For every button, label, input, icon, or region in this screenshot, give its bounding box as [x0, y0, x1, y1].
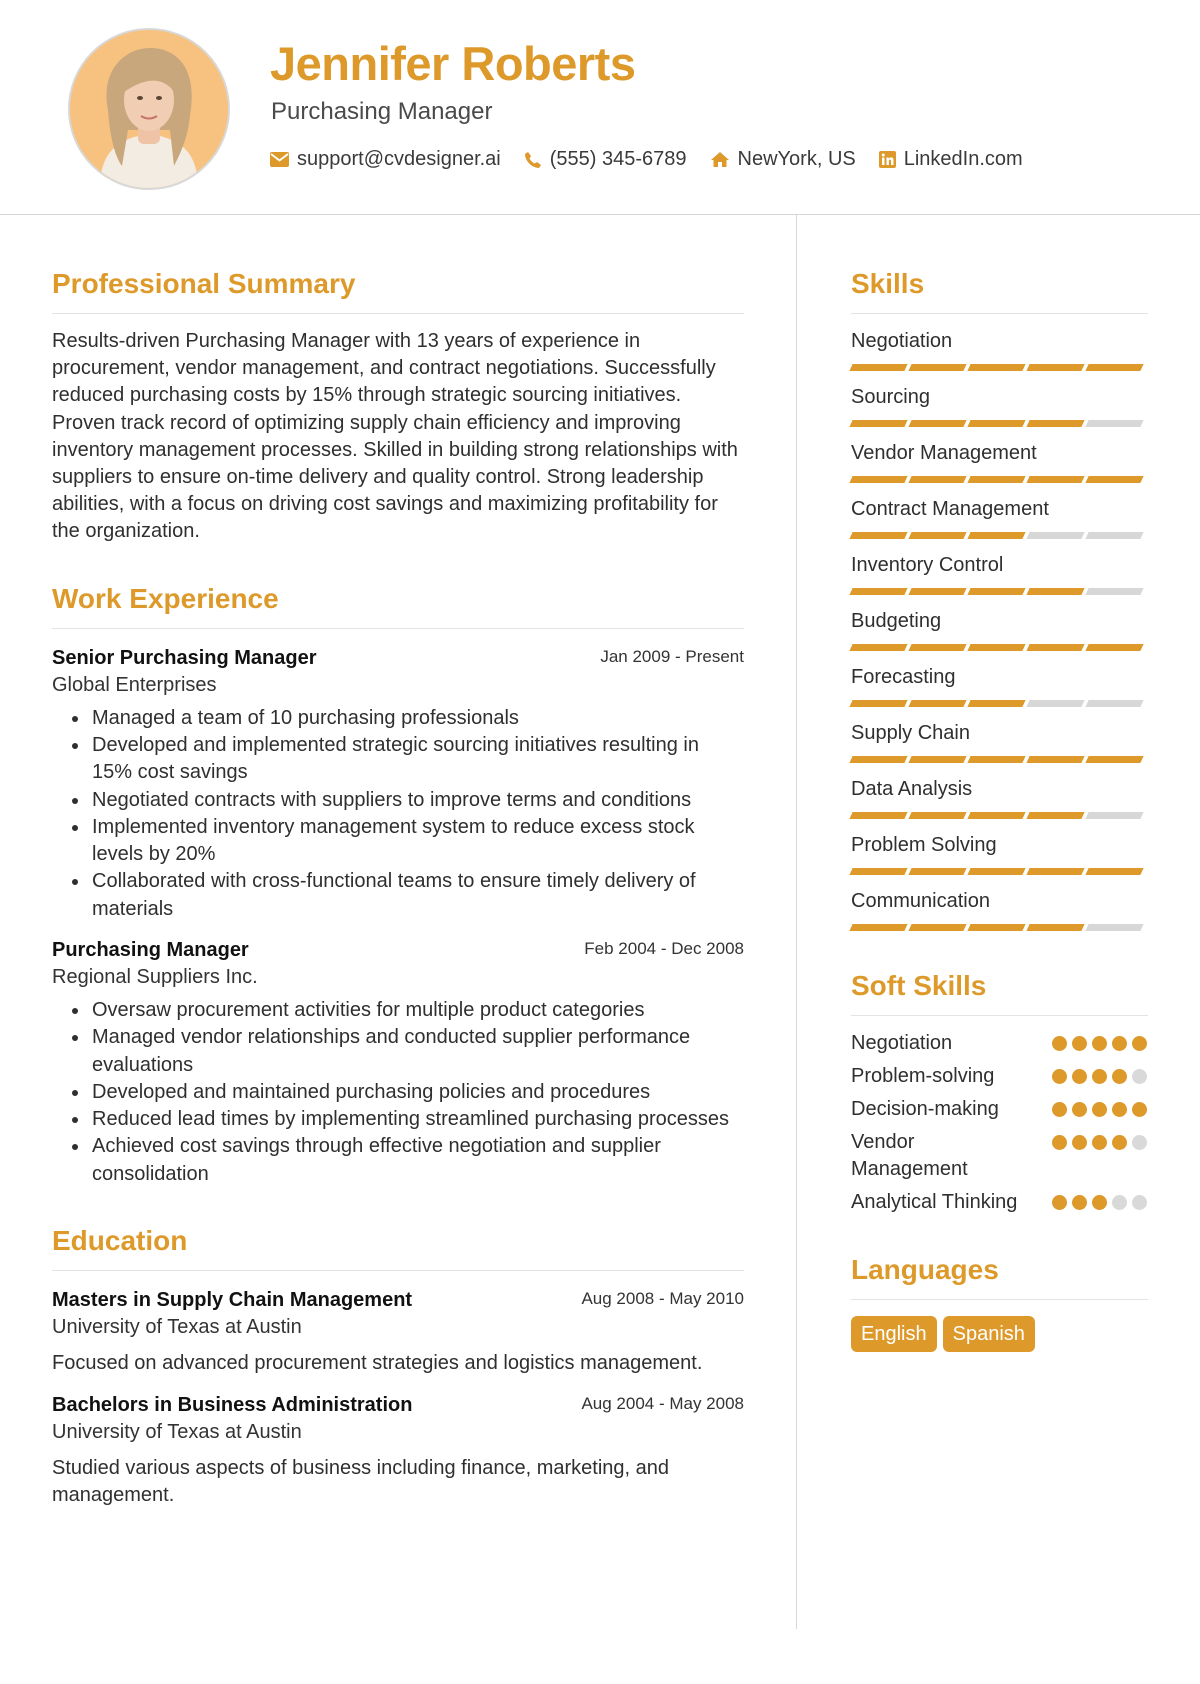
soft-skill-name: Vendor Management	[851, 1131, 968, 1180]
soft-skills-section	[851, 968, 1148, 1216]
skill-level-segment	[967, 812, 1025, 819]
skill-level-segment	[908, 644, 966, 651]
contact-phone-text: (555) 345-6789	[549, 148, 687, 170]
rating-dot	[1112, 1036, 1127, 1051]
skill-level-segment	[1026, 588, 1084, 595]
envelope-icon	[270, 152, 289, 167]
skill-level-segment	[967, 868, 1025, 875]
skills-list	[851, 328, 1148, 931]
home-icon	[710, 151, 730, 168]
skill-level-segment	[908, 420, 966, 427]
rating-dot	[1052, 1102, 1067, 1117]
skill-item	[851, 776, 1148, 819]
education-date: Aug 2004 - May 2008	[581, 1394, 744, 1414]
skill-level-segment	[1085, 644, 1143, 651]
skill-level-segment	[908, 588, 966, 595]
languages-section	[851, 1252, 1148, 1352]
contact-linkedin[interactable]	[879, 148, 1023, 171]
job-title: Purchasing Manager	[52, 939, 249, 961]
rating-dot	[1072, 1135, 1087, 1150]
skill-name: Communication	[851, 890, 990, 912]
summary-text: Results-driven Purchasing Manager with 13 years of experience in procurement, vendor management, and contract negotiations. Successfully reduced purchasing costs by 15% through strategic sourcing initiatives. Proven track record of optimizing supply chain efficiency and improving inventory management processes. Skilled in building strong relationships with suppliers to ensure on-time delivery and quality control. Strong leadership abilities, with a focus on driving cost savings and maximizing profitability for the organization.	[52, 330, 738, 543]
soft-skill-item	[851, 1189, 1148, 1216]
skill-level-bars	[851, 924, 1148, 931]
skill-level-bars	[851, 644, 1148, 651]
skill-level-segment	[849, 868, 907, 875]
skill-level-segment	[1026, 364, 1084, 371]
phone-icon	[524, 151, 542, 169]
skill-item	[851, 720, 1148, 763]
skill-level-segment	[1085, 868, 1143, 875]
job-bullet: • Achieved cost savings through effective negotiation and supplier consolidation	[90, 1133, 744, 1188]
soft-skill-rating-dots	[1047, 1102, 1147, 1117]
skill-level-segment	[849, 532, 907, 539]
soft-skill-item	[851, 1129, 1148, 1183]
profile-photo-icon	[70, 30, 228, 188]
job-bullet: • Collaborated with cross-functional teams to ensure timely delivery of materials	[90, 868, 744, 923]
skill-level-segment	[1026, 644, 1084, 651]
rating-dot	[1052, 1135, 1067, 1150]
skill-level-segment	[967, 364, 1025, 371]
rating-dot	[1072, 1036, 1087, 1051]
skill-level-bars	[851, 476, 1148, 483]
skill-level-bars	[851, 364, 1148, 371]
rating-dot	[1092, 1135, 1107, 1150]
column-divider	[796, 215, 797, 1629]
soft-skill-rating-dots	[1047, 1135, 1147, 1150]
job-company: Regional Suppliers Inc.	[52, 966, 258, 988]
rating-dot	[1092, 1069, 1107, 1084]
skill-level-segment	[1026, 812, 1084, 819]
skill-level-segment	[1085, 756, 1143, 763]
section-rule	[52, 1270, 744, 1271]
job-bullet: • Oversaw procurement activities for multiple product categories	[90, 997, 744, 1024]
job-title: Senior Purchasing Manager	[52, 646, 317, 669]
soft-skill-item	[851, 1030, 1148, 1057]
school-name: University of Texas at Austin	[52, 1421, 302, 1444]
skill-level-segment	[967, 700, 1025, 707]
skill-level-segment	[908, 812, 966, 819]
job-bullets	[52, 705, 744, 923]
education-heading: Education	[52, 1225, 188, 1257]
summary-heading: Professional Summary	[52, 268, 356, 299]
soft-skill-item	[851, 1063, 1148, 1090]
rating-dot	[1092, 1195, 1107, 1210]
rating-dot	[1072, 1195, 1087, 1210]
education-entry	[52, 1286, 744, 1377]
skill-level-segment	[1026, 476, 1084, 483]
skill-level-segment	[849, 364, 907, 371]
skill-level-segment	[849, 420, 907, 427]
rating-dot	[1112, 1102, 1127, 1117]
soft-skill-rating-dots	[1047, 1036, 1147, 1051]
education-description: Studied various aspects of business including finance, marketing, and management.	[52, 1457, 670, 1507]
skill-level-segment	[849, 812, 907, 819]
rating-dot	[1132, 1195, 1147, 1210]
skill-name: Forecasting	[851, 666, 956, 688]
skill-level-segment	[908, 924, 966, 931]
job-bullets	[52, 997, 744, 1188]
skill-level-segment	[1085, 588, 1143, 595]
contact-email-text: support@cvdesigner.ai	[297, 148, 501, 170]
language-tags	[851, 1316, 1148, 1352]
skill-level-segment	[849, 700, 907, 707]
soft-skill-item	[851, 1096, 1148, 1123]
skill-level-segment	[967, 476, 1025, 483]
rating-dot	[1132, 1069, 1147, 1084]
skill-level-segment	[1026, 924, 1084, 931]
skill-item	[851, 552, 1148, 595]
job-entry	[52, 644, 744, 923]
job-bullet: • Developed and implemented strategic sourcing initiatives resulting in 15% cost savings	[90, 732, 744, 787]
skill-level-segment	[967, 756, 1025, 763]
job-date: Jan 2009 - Present	[600, 646, 744, 666]
soft-skill-rating-dots	[1047, 1195, 1147, 1210]
education-description: Focused on advanced procurement strategies and logistics management.	[52, 1352, 703, 1375]
skill-item	[851, 384, 1148, 427]
school-name: University of Texas at Austin	[52, 1316, 302, 1339]
skill-level-segment	[1026, 868, 1084, 875]
rating-dot	[1072, 1102, 1087, 1117]
skill-level-segment	[1085, 532, 1143, 539]
contact-linkedin-text: LinkedIn.com	[903, 148, 1023, 170]
section-rule	[851, 1299, 1148, 1300]
section-rule	[52, 628, 744, 629]
candidate-title: Purchasing Manager	[271, 98, 493, 125]
job-date: Feb 2004 - Dec 2008	[584, 939, 744, 958]
job-bullet: • Negotiated contracts with suppliers to improve terms and conditions	[90, 787, 744, 814]
job-bullet: • Managed a team of 10 purchasing professionals	[90, 705, 744, 732]
candidate-name: Jennifer Roberts	[270, 37, 636, 90]
skill-level-bars	[851, 532, 1148, 539]
skill-level-segment	[1085, 476, 1143, 483]
skill-level-bars	[851, 420, 1148, 427]
contact-phone[interactable]	[524, 148, 687, 171]
skill-level-segment	[1026, 756, 1084, 763]
soft-skill-name: Decision-making	[851, 1098, 999, 1120]
skill-name: Inventory Control	[851, 554, 1004, 576]
skill-level-segment	[908, 700, 966, 707]
degree-title: Masters in Supply Chain Management	[52, 1289, 413, 1312]
job-entry	[52, 936, 744, 1188]
rating-dot	[1052, 1069, 1067, 1084]
skill-name: Problem Solving	[851, 834, 997, 856]
section-rule	[851, 1015, 1148, 1016]
skill-name: Contract Management	[851, 498, 1049, 520]
job-bullet: • Implemented inventory management system to reduce excess stock levels by 20%	[90, 814, 744, 869]
skill-level-bars	[851, 756, 1148, 763]
skill-level-segment	[908, 364, 966, 371]
skill-item	[851, 888, 1148, 931]
skill-item	[851, 832, 1148, 875]
soft-skills-list	[851, 1030, 1148, 1216]
contact-location	[710, 148, 856, 171]
rating-dot	[1052, 1195, 1067, 1210]
skill-level-segment	[967, 644, 1025, 651]
skill-name: Supply Chain	[851, 722, 970, 744]
skill-name: Sourcing	[851, 386, 930, 408]
linkedin-icon	[879, 151, 896, 168]
skill-level-segment	[849, 644, 907, 651]
skill-level-segment	[1085, 924, 1143, 931]
skill-level-segment	[1085, 700, 1143, 707]
skill-level-segment	[1026, 700, 1084, 707]
skill-item	[851, 440, 1148, 483]
summary-section	[52, 266, 744, 546]
skill-level-segment	[1085, 420, 1143, 427]
skill-level-segment	[849, 476, 907, 483]
soft-skills-heading: Soft Skills	[851, 970, 987, 1001]
education-entry	[52, 1391, 744, 1509]
education-date: Aug 2008 - May 2010	[581, 1289, 744, 1309]
skills-section	[851, 266, 1148, 931]
skill-level-bars	[851, 812, 1148, 819]
rating-dot	[1052, 1036, 1067, 1051]
skill-level-bars	[851, 868, 1148, 875]
skill-name: Budgeting	[851, 610, 942, 632]
experience-section	[52, 581, 744, 1188]
job-bullet: • Managed vendor relationships and conducted supplier performance evaluations	[90, 1024, 744, 1079]
experience-heading: Work Experience	[52, 582, 279, 614]
skill-item	[851, 608, 1148, 651]
rating-dot	[1112, 1135, 1127, 1150]
job-company: Global Enterprises	[52, 673, 217, 696]
skill-name: Negotiation	[851, 330, 953, 352]
soft-skill-name: Analytical Thinking	[851, 1191, 1018, 1213]
rating-dot	[1112, 1069, 1127, 1084]
avatar	[68, 28, 230, 190]
soft-skill-name: Problem-solving	[851, 1065, 995, 1087]
skill-level-segment	[908, 532, 966, 539]
skill-name: Data Analysis	[851, 778, 973, 800]
skill-item	[851, 328, 1148, 371]
skill-level-segment	[1026, 420, 1084, 427]
skill-level-segment	[1085, 364, 1143, 371]
skill-level-segment	[908, 756, 966, 763]
rating-dot	[1112, 1195, 1127, 1210]
job-bullet: • Reduced lead times by implementing streamlined purchasing processes	[90, 1106, 744, 1133]
skill-level-segment	[849, 588, 907, 595]
contact-location-text: NewYork, US	[737, 148, 856, 170]
main-column	[52, 266, 744, 1510]
skill-level-bars	[851, 588, 1148, 595]
soft-skill-rating-dots	[1047, 1069, 1147, 1084]
skill-level-segment	[1026, 532, 1084, 539]
rating-dot	[1132, 1036, 1147, 1051]
rating-dot	[1132, 1135, 1147, 1150]
skills-heading: Skills	[851, 268, 925, 299]
skill-level-segment	[967, 532, 1025, 539]
language-tag: Spanish	[943, 1316, 1035, 1352]
contact-email[interactable]	[270, 148, 501, 171]
language-tag: English	[851, 1316, 937, 1352]
degree-title: Bachelors in Business Administration	[52, 1394, 413, 1417]
resume-header	[0, 0, 1200, 215]
rating-dot	[1072, 1069, 1087, 1084]
rating-dot	[1092, 1102, 1107, 1117]
skill-item	[851, 664, 1148, 707]
rating-dot	[1092, 1036, 1107, 1051]
contact-bar	[270, 148, 1046, 171]
skill-level-segment	[1085, 812, 1143, 819]
languages-heading: Languages	[851, 1254, 999, 1285]
skill-level-bars	[851, 700, 1148, 707]
skill-level-segment	[967, 924, 1025, 931]
skill-level-segment	[908, 476, 966, 483]
skill-level-segment	[967, 420, 1025, 427]
skill-item	[851, 496, 1148, 539]
job-bullet: • Developed and maintained purchasing policies and procedures	[90, 1079, 744, 1106]
rating-dot	[1132, 1102, 1147, 1117]
skill-level-segment	[967, 588, 1025, 595]
sidebar-column	[851, 266, 1148, 1352]
skill-name: Vendor Management	[851, 442, 1037, 464]
soft-skill-name: Negotiation	[851, 1032, 953, 1054]
education-section	[52, 1223, 744, 1510]
section-rule	[52, 313, 744, 314]
skill-level-segment	[849, 756, 907, 763]
skill-level-segment	[908, 868, 966, 875]
section-rule	[851, 313, 1148, 314]
skill-level-segment	[849, 924, 907, 931]
